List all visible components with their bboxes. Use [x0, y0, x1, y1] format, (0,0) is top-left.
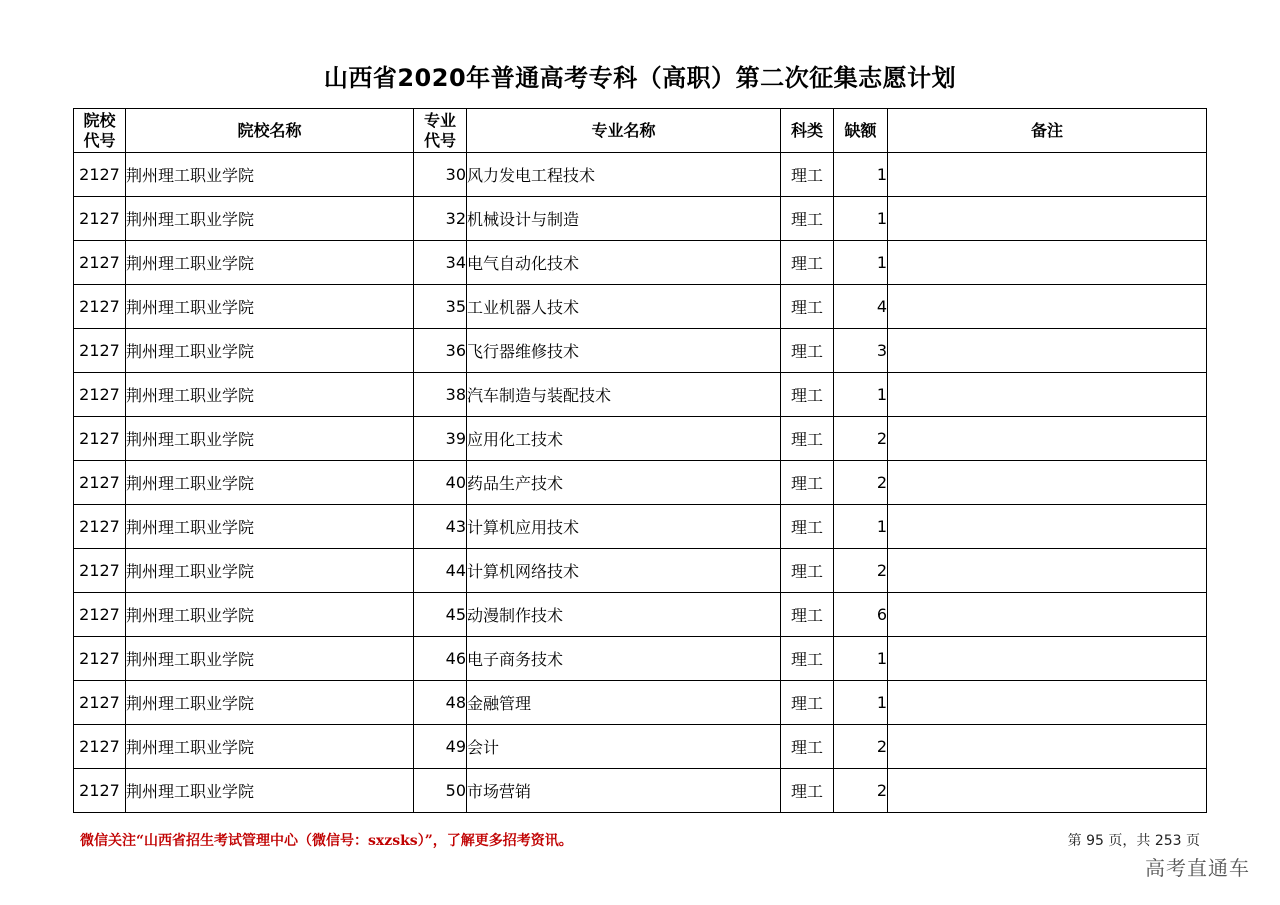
cell-school-code: 2127	[74, 681, 126, 725]
cell-remarks	[888, 461, 1207, 505]
cell-school-code: 2127	[74, 769, 126, 813]
cell-quota: 6	[834, 593, 888, 637]
cell-school-code: 2127	[74, 329, 126, 373]
header-major-code-line2: 代号	[423, 130, 456, 150]
page-info: 第 95 页，共 253 页	[1067, 833, 1200, 849]
cell-school-name: 荆州理工职业学院	[126, 153, 414, 197]
cell-major-code: 50	[414, 769, 467, 813]
watermark: 高考直通车	[1145, 856, 1250, 880]
cell-major-name: 金融管理	[467, 681, 781, 725]
cell-remarks	[888, 637, 1207, 681]
header-quota: 缺额	[834, 109, 888, 153]
document-title: 山西省2020年普通高考专科（高职）第二次征集志愿计划	[323, 64, 957, 92]
table-row	[74, 637, 1207, 681]
cell-school-name: 荆州理工职业学院	[126, 549, 414, 593]
cell-remarks	[888, 197, 1207, 241]
cell-school-name: 荆州理工职业学院	[126, 461, 414, 505]
cell-school-name: 荆州理工职业学院	[126, 681, 414, 725]
cell-quota: 1	[834, 637, 888, 681]
table-row	[74, 549, 1207, 593]
cell-remarks	[888, 329, 1207, 373]
cell-school-name: 荆州理工职业学院	[126, 329, 414, 373]
cell-school-name: 荆州理工职业学院	[126, 285, 414, 329]
cell-major-name: 机械设计与制造	[467, 197, 781, 241]
cell-quota: 1	[834, 153, 888, 197]
cell-school-code: 2127	[74, 241, 126, 285]
cell-school-name: 荆州理工职业学院	[126, 637, 414, 681]
header-school-name: 院校名称	[126, 109, 414, 153]
cell-quota: 1	[834, 373, 888, 417]
cell-remarks	[888, 725, 1207, 769]
cell-major-name: 工业机器人技术	[467, 285, 781, 329]
cell-major-name: 飞行器维修技术	[467, 329, 781, 373]
cell-school-name: 荆州理工职业学院	[126, 241, 414, 285]
cell-school-code: 2127	[74, 461, 126, 505]
cell-remarks	[888, 373, 1207, 417]
cell-school-name: 荆州理工职业学院	[126, 197, 414, 241]
table-row	[74, 373, 1207, 417]
cell-school-name: 荆州理工职业学院	[126, 417, 414, 461]
cell-remarks	[888, 505, 1207, 549]
cell-major-code: 46	[414, 637, 467, 681]
table-row	[74, 153, 1207, 197]
cell-major-code: 35	[414, 285, 467, 329]
table-body	[74, 153, 1207, 813]
cell-quota: 2	[834, 549, 888, 593]
table-row	[74, 461, 1207, 505]
cell-school-code: 2127	[74, 197, 126, 241]
cell-remarks	[888, 549, 1207, 593]
cell-quota: 4	[834, 285, 888, 329]
cell-category: 理工	[781, 461, 834, 505]
cell-remarks	[888, 769, 1207, 813]
table-row	[74, 681, 1207, 725]
cell-category: 理工	[781, 241, 834, 285]
table-row	[74, 417, 1207, 461]
cell-category: 理工	[781, 769, 834, 813]
cell-school-code: 2127	[74, 373, 126, 417]
cell-quota: 3	[834, 329, 888, 373]
header-school-code-line1: 院校	[83, 110, 116, 130]
cell-school-name: 荆州理工职业学院	[126, 373, 414, 417]
header-major-name: 专业名称	[467, 109, 781, 153]
cell-major-name: 计算机网络技术	[467, 549, 781, 593]
table-row	[74, 505, 1207, 549]
cell-major-name: 电气自动化技术	[467, 241, 781, 285]
cell-major-code: 38	[414, 373, 467, 417]
cell-category: 理工	[781, 593, 834, 637]
cell-major-name: 计算机应用技术	[467, 505, 781, 549]
cell-major-name: 电子商务技术	[467, 637, 781, 681]
cell-category: 理工	[781, 637, 834, 681]
cell-school-name: 荆州理工职业学院	[126, 593, 414, 637]
plan-table	[73, 108, 1207, 813]
cell-remarks	[888, 681, 1207, 725]
cell-major-code: 36	[414, 329, 467, 373]
cell-category: 理工	[781, 549, 834, 593]
cell-school-name: 荆州理工职业学院	[126, 725, 414, 769]
cell-major-code: 45	[414, 593, 467, 637]
cell-major-code: 43	[414, 505, 467, 549]
cell-category: 理工	[781, 725, 834, 769]
cell-major-name: 药品生产技术	[467, 461, 781, 505]
header-category: 科类	[781, 109, 834, 153]
cell-category: 理工	[781, 505, 834, 549]
cell-remarks	[888, 417, 1207, 461]
cell-category: 理工	[781, 153, 834, 197]
cell-quota: 2	[834, 725, 888, 769]
cell-major-name: 汽车制造与装配技术	[467, 373, 781, 417]
header-school-code-line2: 代号	[83, 130, 116, 150]
cell-major-code: 39	[414, 417, 467, 461]
cell-category: 理工	[781, 197, 834, 241]
cell-school-code: 2127	[74, 153, 126, 197]
cell-major-name: 应用化工技术	[467, 417, 781, 461]
cell-school-name: 荆州理工职业学院	[126, 505, 414, 549]
cell-major-code: 48	[414, 681, 467, 725]
header-remarks: 备注	[888, 109, 1207, 153]
table-row	[74, 725, 1207, 769]
table-header-row	[74, 109, 1207, 153]
cell-school-code: 2127	[74, 593, 126, 637]
cell-major-code: 30	[414, 153, 467, 197]
cell-school-code: 2127	[74, 285, 126, 329]
cell-category: 理工	[781, 681, 834, 725]
cell-quota: 1	[834, 241, 888, 285]
cell-remarks	[888, 241, 1207, 285]
table-row	[74, 329, 1207, 373]
cell-major-name: 市场营销	[467, 769, 781, 813]
cell-remarks	[888, 593, 1207, 637]
header-school-code	[74, 109, 126, 153]
table-row	[74, 197, 1207, 241]
cell-major-name: 动漫制作技术	[467, 593, 781, 637]
cell-quota: 1	[834, 197, 888, 241]
cell-school-code: 2127	[74, 637, 126, 681]
cell-major-code: 34	[414, 241, 467, 285]
cell-category: 理工	[781, 329, 834, 373]
table-row	[74, 769, 1207, 813]
header-major-code	[414, 109, 467, 153]
cell-quota: 2	[834, 461, 888, 505]
cell-quota: 1	[834, 505, 888, 549]
cell-quota: 1	[834, 681, 888, 725]
cell-category: 理工	[781, 417, 834, 461]
cell-major-code: 32	[414, 197, 467, 241]
cell-major-code: 49	[414, 725, 467, 769]
cell-major-code: 44	[414, 549, 467, 593]
cell-remarks	[888, 153, 1207, 197]
cell-remarks	[888, 285, 1207, 329]
header-major-code-line1: 专业	[423, 110, 456, 130]
cell-category: 理工	[781, 373, 834, 417]
cell-major-code: 40	[414, 461, 467, 505]
cell-school-code: 2127	[74, 725, 126, 769]
table-row	[74, 593, 1207, 637]
table-row	[74, 285, 1207, 329]
cell-category: 理工	[781, 285, 834, 329]
table-row	[74, 241, 1207, 285]
cell-quota: 2	[834, 417, 888, 461]
cell-school-code: 2127	[74, 549, 126, 593]
cell-school-name: 荆州理工职业学院	[126, 769, 414, 813]
cell-major-name: 会计	[467, 725, 781, 769]
cell-major-name: 风力发电工程技术	[467, 153, 781, 197]
cell-school-code: 2127	[74, 417, 126, 461]
cell-school-code: 2127	[74, 505, 126, 549]
footer-notice: 微信关注“山西省招生考试管理中心（微信号：sxzsks）”，了解更多招考资讯。	[80, 833, 573, 849]
cell-quota: 2	[834, 769, 888, 813]
